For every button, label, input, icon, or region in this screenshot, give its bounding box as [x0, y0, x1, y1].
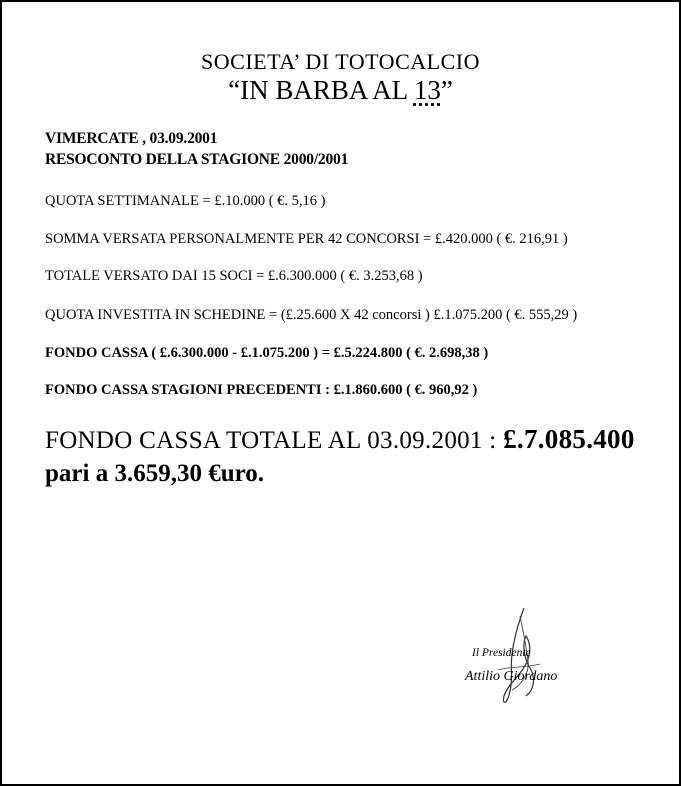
personal-sum-line: SOMMA VERSATA PERSONALMENTE PER 42 CONCORSI = £.420.000 ( €. 216,91 ): [45, 231, 568, 247]
signature-name: Attilio Giordano: [465, 669, 558, 684]
total-cash-fund: [45, 424, 635, 455]
subtitle-suffix: ”: [440, 75, 453, 105]
subtitle-number: 13: [413, 75, 441, 105]
season-report-title: RESOCONTO DELLA STAGIONE 2000/2001: [45, 151, 349, 168]
total-cash-fund-amount: £.7.085.400: [503, 424, 635, 454]
previous-cash-fund-line: FONDO CASSA STAGIONI PRECEDENTI : £.1.860.600 ( €. 960,92 ): [45, 382, 478, 398]
invested-quota-line: QUOTA INVESTITA IN SCHEDINE = (£.25.600 X 42 concorsi ) £.1.075.200 ( €. 555,29 ): [45, 307, 578, 323]
weekly-quota-line: QUOTA SETTIMANALE = £.10.000 ( €. 5,16 ): [45, 193, 326, 209]
signature-title: Il Presidente: [472, 647, 531, 659]
document-title: SOCIETA’ DI TOTOCALCIO: [201, 49, 480, 74]
document-subtitle: [2, 75, 679, 106]
subtitle-prefix: “IN BARBA AL: [228, 75, 414, 105]
place-date: VIMERCATE , 03.09.2001: [45, 130, 218, 147]
total-euro-line: pari a 3.659,30 €uro.: [45, 460, 264, 487]
cash-fund-line: FONDO CASSA ( £.6.300.000 - £.1.075.200 ) = £.5.224.800 ( €. 2.698,38 ): [45, 345, 489, 361]
total-paid-line: TOTALE VERSATO DAI 15 SOCI = £.6.300.000 ( €. 3.253,68 ): [45, 268, 423, 284]
total-cash-fund-label: FONDO CASSA TOTALE AL 03.09.2001 :: [45, 427, 504, 454]
